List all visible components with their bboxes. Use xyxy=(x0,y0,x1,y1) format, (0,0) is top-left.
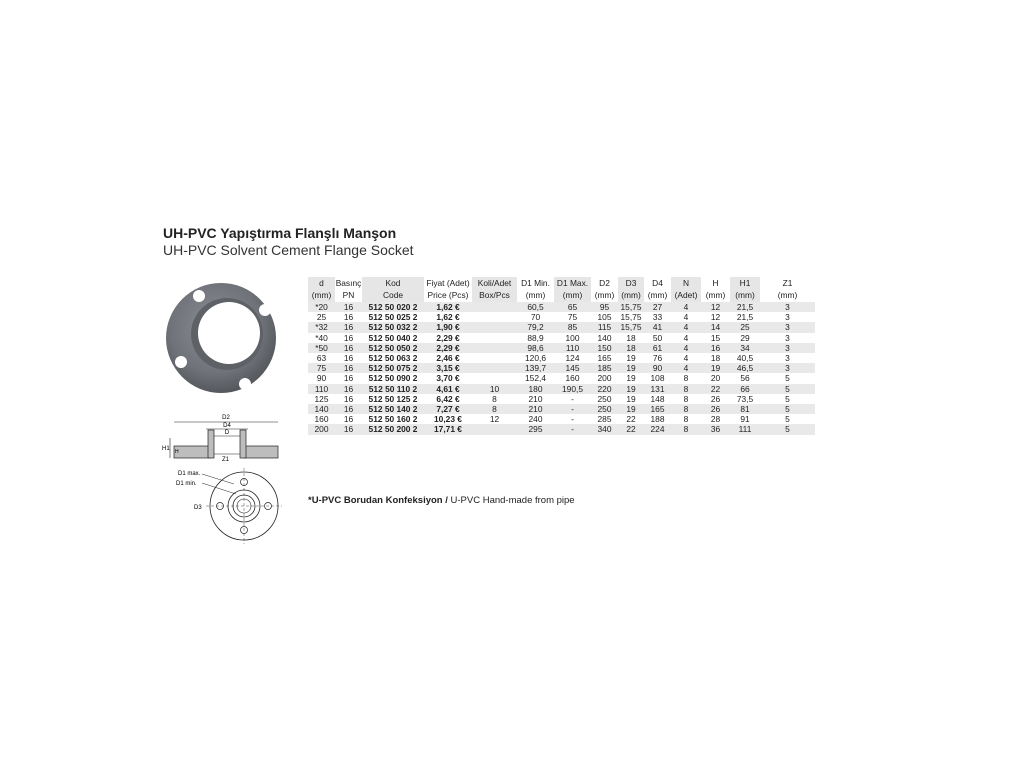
column-header: (Adet) xyxy=(671,289,701,302)
column-header: PN xyxy=(342,290,355,301)
table-cell: 4 xyxy=(671,322,701,332)
table-cell: 3,70 € xyxy=(436,373,460,384)
table-cell: 512 50 040 2 xyxy=(368,332,418,343)
table-cell: 16 xyxy=(343,312,354,323)
table-cell: 10,23 € xyxy=(434,414,462,425)
table-cell: 512 50 110 2 xyxy=(362,384,424,394)
table-cell: 7,27 € xyxy=(424,404,472,414)
table-cell: 165 xyxy=(644,404,671,414)
table-cell: 115 xyxy=(591,322,618,332)
table-cell: 15,75 xyxy=(618,322,644,332)
table-row xyxy=(308,322,815,332)
table-cell: 79,2 xyxy=(517,322,554,332)
table-header xyxy=(308,277,815,302)
table-cell: 16 xyxy=(335,404,362,414)
label-d1-min: D1 min. xyxy=(176,481,197,487)
table-cell: 15,75 xyxy=(620,312,642,323)
table-cell: 185 xyxy=(591,363,618,373)
column-header: Fiyat (Adet) xyxy=(426,277,470,288)
table-cell: 40,5 xyxy=(736,353,754,364)
table-cell: 200 xyxy=(308,424,335,434)
table-cell: 10 xyxy=(472,384,517,394)
table-cell: 512 50 125 2 xyxy=(368,393,418,404)
table-cell: 210 xyxy=(528,393,543,404)
table-cell: 15,75 xyxy=(618,302,644,312)
table-cell: 26 xyxy=(701,404,730,414)
table-cell: 12 xyxy=(701,302,730,312)
table-cell: 1,62 € xyxy=(436,312,460,323)
column-header: Basınç xyxy=(335,277,362,288)
table-cell: 512 50 025 2 xyxy=(368,312,418,323)
column-header: H xyxy=(712,277,719,288)
table-cell xyxy=(472,373,517,383)
table-cell: 2,29 € xyxy=(436,332,460,343)
table-cell: 25 xyxy=(316,312,327,323)
table-cell: 76 xyxy=(652,353,663,364)
flange-photo xyxy=(163,276,283,396)
table-cell: 150 xyxy=(591,343,618,353)
table-cell: 19 xyxy=(626,353,636,364)
table-cell: 91 xyxy=(740,414,750,425)
column-header: d xyxy=(308,277,335,289)
table-cell: 8 xyxy=(671,424,701,434)
column-header: D4 xyxy=(652,277,663,288)
table-cell: 22 xyxy=(701,384,730,394)
table-cell: 8 xyxy=(671,384,701,394)
table-cell: - xyxy=(571,414,574,425)
table-cell: 340 xyxy=(591,424,618,434)
table-cell: 152,4 xyxy=(525,373,546,384)
table-cell: 21,5 xyxy=(736,312,754,323)
table-cell: 16 xyxy=(335,343,362,353)
table-cell: 8 xyxy=(683,393,689,404)
table-cell: 4,61 € xyxy=(424,384,472,394)
table-cell: 240 xyxy=(528,414,543,425)
table-cell: 8 xyxy=(472,404,517,414)
table-cell: 108 xyxy=(650,373,665,384)
column-header: N xyxy=(671,277,701,289)
table-cell: 90 xyxy=(644,363,671,373)
table-cell xyxy=(472,333,517,343)
column-header: Box/Pcs xyxy=(472,289,517,302)
table-cell: 8 xyxy=(492,393,497,404)
table-cell: 18 xyxy=(626,332,636,343)
table-cell: 17,71 € xyxy=(424,424,472,434)
table-cell: 512 50 140 2 xyxy=(362,404,424,414)
table-cell: 16 xyxy=(343,332,354,343)
column-header: Code xyxy=(362,289,424,302)
label-d4: D4 xyxy=(223,423,231,429)
table-cell: 512 50 160 2 xyxy=(368,414,418,425)
column-header: D2 xyxy=(599,277,610,288)
table-cell: 250 xyxy=(591,404,618,414)
table-cell: 140 xyxy=(308,404,335,414)
table-row xyxy=(308,424,815,434)
table-cell: 512 50 020 2 xyxy=(362,302,424,312)
table-cell: 16 xyxy=(343,393,354,404)
table-cell: 65 xyxy=(554,302,591,312)
table-cell: 12 xyxy=(710,312,721,323)
column-header: (mm) xyxy=(777,290,798,301)
table-cell: 110 xyxy=(554,343,591,353)
column-header: H1 xyxy=(730,277,760,289)
table-cell: 148 xyxy=(650,393,665,404)
table-cell: 512 50 090 2 xyxy=(368,373,418,384)
table-cell: 285 xyxy=(597,414,612,425)
column-header: (mm) xyxy=(594,290,615,301)
footnote-text: U-PVC Hand-made from pipe xyxy=(447,495,575,506)
table-cell: 56 xyxy=(740,373,750,384)
table-cell: 19 xyxy=(626,393,636,404)
table-cell: 14 xyxy=(701,322,730,332)
table-cell: 210 xyxy=(517,404,554,414)
table-cell: 63 xyxy=(316,353,327,364)
table-cell: 19 xyxy=(701,363,730,373)
table-cell: 16 xyxy=(343,353,354,364)
column-header: Price (Pcs) xyxy=(427,290,469,301)
header-row xyxy=(308,277,815,289)
table-cell: 120,6 xyxy=(525,353,546,364)
table-cell: 220 xyxy=(591,384,618,394)
table-cell: 4 xyxy=(683,353,689,364)
table-cell: 15 xyxy=(710,332,721,343)
table-cell: 190,5 xyxy=(554,384,591,394)
column-header: (mm) xyxy=(647,290,668,301)
column-header: (mm) xyxy=(618,289,644,302)
table-row xyxy=(308,414,815,424)
table-cell: 8 xyxy=(671,404,701,414)
table-cell: 512 50 075 2 xyxy=(362,363,424,373)
table-cell: 88,9 xyxy=(527,332,544,343)
table-cell: 85 xyxy=(554,322,591,332)
table-cell: 3 xyxy=(785,353,790,364)
label-d: D xyxy=(224,430,230,436)
table-cell: 4 xyxy=(683,312,689,323)
table-cell: 131 xyxy=(644,384,671,394)
table-row xyxy=(308,353,815,363)
flange-section-drawing xyxy=(160,408,288,468)
table-cell: *20 xyxy=(308,302,335,312)
table-row xyxy=(308,384,815,394)
table-cell: 29 xyxy=(740,332,750,343)
product-title-english: UH-PVC Solvent Cement Flange Socket xyxy=(163,242,414,258)
table-cell: 295 xyxy=(517,424,554,434)
table-cell: 25 xyxy=(730,322,760,332)
table-cell: 16 xyxy=(335,302,362,312)
table-cell: 75 xyxy=(567,312,578,323)
table-cell: 5 xyxy=(785,414,790,425)
table-cell: 33 xyxy=(652,312,663,323)
label-h1: H1 xyxy=(162,446,170,452)
table-cell: 16 xyxy=(343,414,354,425)
table-cell: 26 xyxy=(710,393,721,404)
table-cell: 22 xyxy=(626,414,636,425)
footnote xyxy=(308,495,575,506)
table-row xyxy=(308,373,815,383)
table-cell: 124 xyxy=(565,353,580,364)
table-cell: 75 xyxy=(308,363,335,373)
table-cell: 512 50 032 2 xyxy=(362,322,424,332)
table-cell: 50 xyxy=(652,332,663,343)
footnote-bold: *U-PVC Borudan Konfeksiyon / xyxy=(308,495,448,506)
header-row xyxy=(308,289,815,302)
table-row xyxy=(308,312,815,322)
table-cell: 4 xyxy=(671,363,701,373)
table-cell: 3 xyxy=(760,302,815,312)
table-cell: 95 xyxy=(591,302,618,312)
table-cell: 3 xyxy=(785,332,790,343)
table-cell: 18 xyxy=(710,353,721,364)
column-header: (mm) xyxy=(730,289,760,302)
table-cell: 200 xyxy=(597,373,612,384)
table-cell: 165 xyxy=(597,353,612,364)
column-header: Koli/Adet xyxy=(472,277,517,289)
table-cell: 8 xyxy=(683,414,689,425)
table-cell: 3,15 € xyxy=(424,363,472,373)
table-cell xyxy=(472,343,517,353)
table-cell: 1,90 € xyxy=(424,322,472,332)
table-cell: 6,42 € xyxy=(436,393,460,404)
table-body xyxy=(308,302,815,435)
table-cell: 19 xyxy=(618,363,644,373)
table-cell xyxy=(472,322,517,332)
table-cell: 16 xyxy=(701,343,730,353)
table-cell: 81 xyxy=(730,404,760,414)
table-row xyxy=(308,343,815,353)
table-cell: *50 xyxy=(308,343,335,353)
column-header: (mm) xyxy=(705,290,726,301)
column-header: D1 Min. xyxy=(521,277,550,288)
table-row xyxy=(308,302,815,312)
table-cell: 22 xyxy=(618,424,644,434)
table-cell: 70 xyxy=(530,312,541,323)
table-cell: 21,5 xyxy=(730,302,760,312)
table-cell: 250 xyxy=(597,393,612,404)
label-d3: D3 xyxy=(194,505,202,511)
column-header: (mm) xyxy=(525,290,546,301)
table-cell: 3 xyxy=(760,343,815,353)
specification-table xyxy=(308,277,815,435)
table-cell: 111 xyxy=(730,424,760,434)
table-cell: 16 xyxy=(335,322,362,332)
label-z1: Z1 xyxy=(222,457,230,463)
table-cell xyxy=(472,363,517,373)
table-cell: 145 xyxy=(554,363,591,373)
column-header: D3 xyxy=(618,277,644,289)
table-row xyxy=(308,363,815,373)
table-cell: 105 xyxy=(597,312,612,323)
table-cell: 46,5 xyxy=(730,363,760,373)
table-cell: 16 xyxy=(335,384,362,394)
table-cell: - xyxy=(571,393,574,404)
table-cell xyxy=(472,312,517,322)
table-cell: 100 xyxy=(565,332,580,343)
table-cell: 90 xyxy=(316,373,327,384)
table-row xyxy=(308,394,815,404)
product-title-turkish: UH-PVC Yapıştırma Flanşlı Manşon xyxy=(163,225,397,241)
table-cell: 3 xyxy=(760,363,815,373)
label-h: H xyxy=(175,449,179,455)
column-header: Z1 xyxy=(782,277,793,288)
table-cell: 41 xyxy=(644,322,671,332)
table-cell: 139,7 xyxy=(517,363,554,373)
table-cell: 34 xyxy=(730,343,760,353)
column-header: D1 Max. xyxy=(554,277,591,289)
table-cell: 224 xyxy=(644,424,671,434)
table-cell: 2,46 € xyxy=(436,353,460,364)
table-cell: 28 xyxy=(710,414,721,425)
table-cell: 512 50 063 2 xyxy=(368,353,418,364)
table-cell: 66 xyxy=(730,384,760,394)
table-cell: 3 xyxy=(760,322,815,332)
table-cell: 3 xyxy=(785,312,790,323)
table-cell: 4 xyxy=(671,343,701,353)
table-cell: *32 xyxy=(308,322,335,332)
table-cell: *40 xyxy=(315,332,328,343)
table-cell: 16 xyxy=(343,373,354,384)
table-cell: 160 xyxy=(314,414,329,425)
table-cell xyxy=(472,302,517,312)
table-cell: 110 xyxy=(308,384,335,394)
table-cell: 36 xyxy=(701,424,730,434)
column-header: Kod xyxy=(362,277,424,289)
table-cell: 1,62 € xyxy=(424,302,472,312)
table-cell: 5 xyxy=(760,424,815,434)
table-cell: 27 xyxy=(644,302,671,312)
table-cell: 188 xyxy=(650,414,665,425)
table-cell: 73,5 xyxy=(736,393,754,404)
table-cell: 4 xyxy=(671,302,701,312)
table-cell: 5 xyxy=(785,373,790,384)
table-cell: 125 xyxy=(314,393,329,404)
column-header: (mm) xyxy=(308,289,335,302)
table-cell: 12 xyxy=(489,414,500,425)
table-cell: 16 xyxy=(335,424,362,434)
table-cell: 4 xyxy=(683,332,689,343)
table-row xyxy=(308,333,815,343)
table-cell: 5 xyxy=(760,384,815,394)
table-cell xyxy=(472,353,517,363)
table-cell: 16 xyxy=(335,363,362,373)
table-cell: 140 xyxy=(597,332,612,343)
table-cell: - xyxy=(554,424,591,434)
label-d2: D2 xyxy=(222,415,230,421)
table-cell: - xyxy=(554,404,591,414)
table-cell: 98,6 xyxy=(517,343,554,353)
table-cell: 19 xyxy=(618,384,644,394)
table-cell xyxy=(472,424,517,434)
table-cell: 19 xyxy=(618,404,644,414)
table-cell: 512 50 200 2 xyxy=(362,424,424,434)
table-cell: 60,5 xyxy=(517,302,554,312)
table-cell: 160 xyxy=(565,373,580,384)
label-d1-max: D1 max. xyxy=(178,471,201,477)
flange-top-view-drawing xyxy=(176,466,286,546)
table-cell: 180 xyxy=(517,384,554,394)
table-row xyxy=(308,404,815,414)
table-cell: 5 xyxy=(760,404,815,414)
table-cell: 2,29 € xyxy=(424,343,472,353)
table-cell: 5 xyxy=(785,393,790,404)
column-header: (mm) xyxy=(554,289,591,302)
table-cell: 18 xyxy=(618,343,644,353)
table-cell: 8 xyxy=(683,373,689,384)
table-cell: 20 xyxy=(710,373,721,384)
table-cell: 19 xyxy=(626,373,636,384)
table-cell: 61 xyxy=(644,343,671,353)
table-cell: 512 50 050 2 xyxy=(362,343,424,353)
